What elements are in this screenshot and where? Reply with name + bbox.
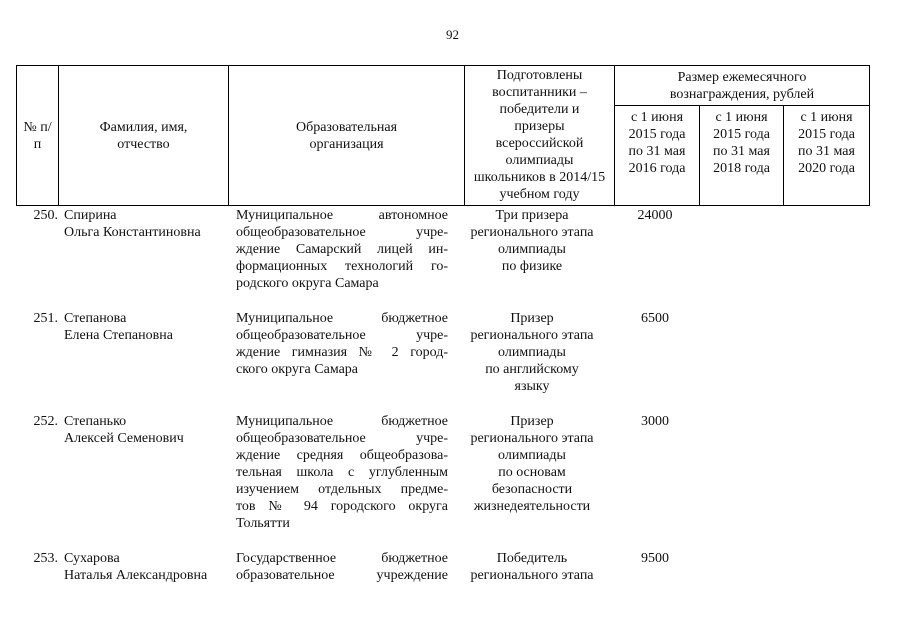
row-number: 252. [33,414,58,429]
organization: Муниципальное бюджетное общеобразовательное учре- ждение гимназия № 2 город- ского округа Самара [236,311,448,377]
header-reward: Размер ежемесячного вознаграждения, рублей [615,66,869,106]
row-number: 250. [33,208,58,223]
header-num: № п/п [17,66,59,205]
organization: Муниципальное автономное общеобразовательное учре- ждение Самарский лицей ин- формационных технологий го- родского округа Самара [236,208,448,291]
achievement: Призер регионального этапа олимпиады по английскому языку [470,311,594,394]
table-header [16,65,870,206]
organization: Государственное бюджетное образовательное учреждение [236,551,448,583]
header-period-2018: с 1 июня 2015 года по 31 мая 2018 года [700,106,784,205]
header-org: Образовательная организация [229,66,465,205]
achievement: Победитель регионального этапа [470,551,594,583]
amount: 9500 [641,551,669,566]
row-number: 253. [33,551,58,566]
amount: 24000 [637,208,673,223]
achievement: Призер регионального этапа олимпиады по основам безопасности жизнедеятельности [470,414,594,514]
header-period-2016: с 1 июня 2015 года по 31 мая 2016 года [615,106,700,205]
page-number: 92 [446,27,459,42]
person-name: Спирина Ольга Константиновна [64,208,201,240]
header-achievement: Подготовлены воспитанники – победители и призеры всероссийской олимпиады школьников в 2014/15 учебном году [465,66,615,205]
person-name: Степанько Алексей Семенович [64,414,184,446]
header-name: Фамилия, имя, отчество [59,66,229,205]
row-number: 251. [33,311,58,326]
header-period-2020: с 1 июня 2015 года по 31 мая 2020 года [798,110,855,176]
organization: Муниципальное бюджетное общеобразовательное учре- ждение средняя общеобразова- тельная школа с углубленным изучением отдельных предме- тов № 94 городского округа Тольятти [236,414,448,531]
person-name: Сухарова Наталья Александровна [64,551,208,583]
amount: 6500 [641,311,669,326]
header-reward-group [615,66,869,205]
person-name: Степанова Елена Степановна [64,311,173,343]
amount: 3000 [641,414,669,429]
achievement: Три призера регионального этапа олимпиады по физике [470,208,594,274]
